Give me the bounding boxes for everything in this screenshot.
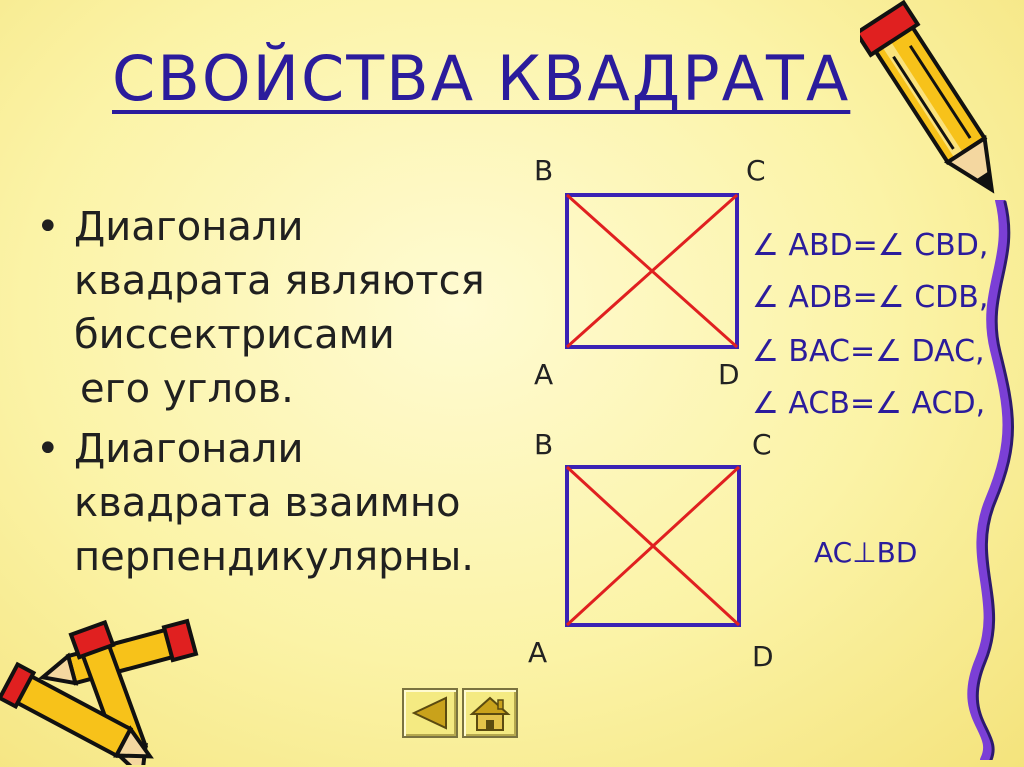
- vertex-label-a: A: [528, 636, 548, 669]
- bullet-icon: •: [36, 426, 60, 472]
- slide-title: СВОЙСТВА КВАДРАТА: [112, 42, 851, 115]
- bullet-line: Диагонали: [74, 426, 304, 472]
- angle-equality: ∠ ACB=∠ ACD,: [752, 386, 986, 421]
- bullet-line: квадрата взаимно: [74, 480, 461, 526]
- vertex-label-b: B: [534, 154, 554, 187]
- bullet-line: биссектрисами: [74, 312, 395, 358]
- vertex-label-c: C: [746, 154, 766, 187]
- back-button[interactable]: [402, 688, 458, 738]
- vertex-label-a: A: [534, 358, 554, 391]
- vertex-label-b: B: [534, 428, 554, 461]
- vertex-label-d: D: [752, 640, 774, 673]
- vertex-label-c: C: [752, 428, 772, 461]
- pencils-bottom-icon: [0, 615, 210, 765]
- square-diagram-top: [560, 190, 745, 355]
- bullet-line: его углов.: [80, 366, 294, 412]
- angle-equality: ∠ ADB=∠ CDB,: [752, 280, 989, 315]
- angle-equality: ∠ ABD=∠ CBD,: [752, 228, 989, 263]
- bullet-icon: •: [36, 204, 60, 250]
- home-icon: [464, 690, 516, 736]
- bullet-line: перпендикулярны.: [74, 534, 475, 580]
- vertex-label-d: D: [718, 358, 740, 391]
- perpendicular-statement: AC⊥BD: [814, 536, 918, 569]
- bullet-list: [32, 200, 502, 590]
- home-button[interactable]: [462, 688, 518, 738]
- bullet-item: [32, 200, 502, 416]
- angle-equality: ∠ BAC=∠ DAC,: [752, 334, 985, 369]
- square-diagram-bottom: [560, 462, 745, 632]
- bullet-line: Диагонали: [74, 204, 304, 250]
- bullet-item: [32, 422, 502, 584]
- back-triangle-icon: [404, 690, 456, 736]
- bullet-line: квадрата являются: [74, 258, 485, 304]
